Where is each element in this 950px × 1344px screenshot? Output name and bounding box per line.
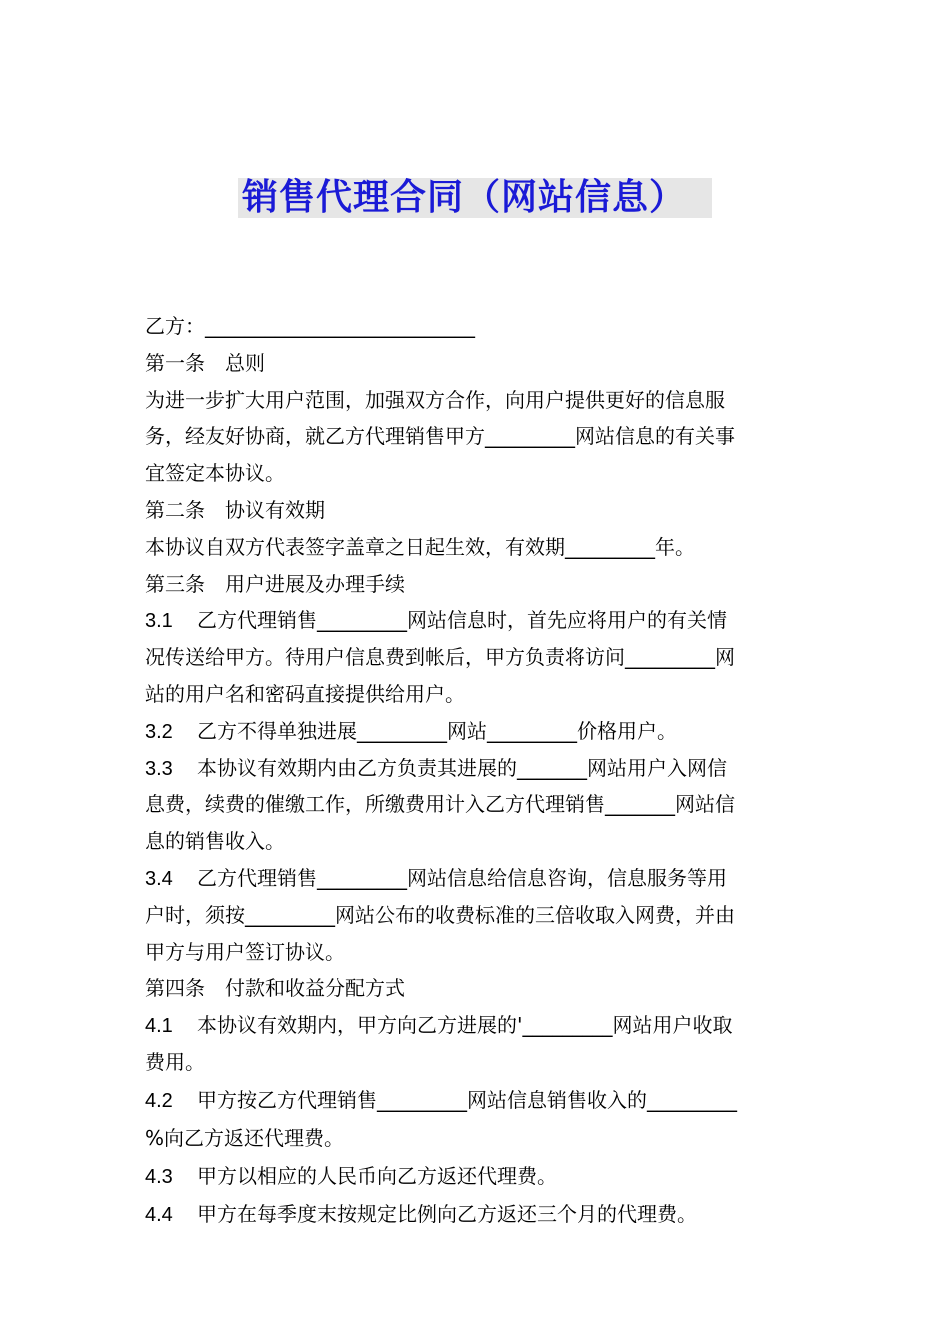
line-text: 甲方在每季度末按规定比例向乙方返还三个月的代理费。 <box>197 1201 697 1226</box>
clause-line <box>145 1157 815 1195</box>
clause-line <box>145 713 815 750</box>
paragraph-line <box>145 676 815 713</box>
line-text: 务，经友好协商，就乙方代理销售甲方_________网站信息的有关事 <box>145 424 735 449</box>
clause-line <box>145 602 815 639</box>
clause-line <box>145 860 815 897</box>
document-body <box>145 308 815 1233</box>
clause-number: 4.1 <box>145 1015 173 1038</box>
paragraph-line <box>145 934 815 971</box>
line-text: 本协议有效期内由乙方负责其进展的_______网站用户入网信 <box>197 755 727 780</box>
line-text: 站的用户名和密码直接提供给用户。 <box>145 681 465 706</box>
line-text: 第二条 协议有效期 <box>145 497 325 522</box>
line-text: 息费，续费的催缴工作，所缴费用计入乙方代理销售_______网站信 <box>145 792 735 817</box>
paragraph-line <box>145 786 815 823</box>
line-text: 乙方：___________________________ <box>145 314 475 338</box>
clause-number: 4.4 <box>145 1203 173 1226</box>
line-text: 乙方代理销售_________网站信息时，首先应将用户的有关情 <box>197 608 727 633</box>
paragraph-line <box>145 529 815 566</box>
paragraph-line <box>145 418 815 455</box>
line-text: 甲方按乙方代理销售_________网站信息销售收入的_________ <box>197 1087 737 1112</box>
article-heading <box>145 492 815 529</box>
paragraph-line <box>145 1119 815 1157</box>
clause-line <box>145 1081 815 1119</box>
line-text: 第三条 用户进展及办理手续 <box>145 571 405 596</box>
clause-number: 3.1 <box>145 610 173 633</box>
line-text: 第一条 总则 <box>145 350 265 375</box>
clause-number: 3.2 <box>145 720 173 743</box>
line-text: 甲方以相应的人民币向乙方返还代理费。 <box>197 1163 557 1188</box>
clause-number: 3.3 <box>145 757 173 780</box>
party-b-line <box>145 308 815 345</box>
article-heading <box>145 970 815 1007</box>
line-text: 息的销售收入。 <box>145 829 285 854</box>
document-title: 销售代理合同（网站信息） <box>238 178 712 218</box>
paragraph-line <box>145 823 815 860</box>
paragraph-line <box>145 639 815 676</box>
line-text: 费用。 <box>145 1049 205 1074</box>
clause-line <box>145 750 815 787</box>
line-text: 乙方代理销售_________网站信息给信息咨询，信息服务等用 <box>197 865 727 890</box>
title-wrap <box>0 178 950 218</box>
line-text: 本协议自双方代表签字盖章之日起生效，有效期_________年。 <box>145 534 695 559</box>
line-text: 本协议有效期内，甲方向乙方进展的'_________网站用户收取 <box>197 1013 733 1038</box>
article-heading <box>145 566 815 603</box>
article-heading <box>145 345 815 382</box>
line-text: 宜签定本协议。 <box>145 461 285 486</box>
paragraph-line <box>145 1044 815 1081</box>
paragraph-line <box>145 455 815 492</box>
line-text: 况传送给甲方。待用户信息费到帐后，甲方负责将访问_________网 <box>145 645 735 670</box>
line-text: 甲方与用户签订协议。 <box>145 939 345 964</box>
clause-number: 4.3 <box>145 1165 173 1188</box>
line-text: 第四条 付款和收益分配方式 <box>145 976 405 1001</box>
line-text: 户时，须按_________网站公布的收费标准的三倍收取入网费，并由 <box>145 902 735 927</box>
clause-number: 3.4 <box>145 867 173 890</box>
line-text: %向乙方返还代理费。 <box>145 1125 345 1150</box>
paragraph-line <box>145 382 815 419</box>
paragraph-line <box>145 897 815 934</box>
clause-number: 4.2 <box>145 1089 173 1112</box>
clause-line <box>145 1195 815 1233</box>
line-text: 为进一步扩大用户范围，加强双方合作，向用户提供更好的信息服 <box>145 387 725 412</box>
line-text: 乙方不得单独进展_________网站_________价格用户。 <box>197 718 677 743</box>
clause-line <box>145 1007 815 1044</box>
